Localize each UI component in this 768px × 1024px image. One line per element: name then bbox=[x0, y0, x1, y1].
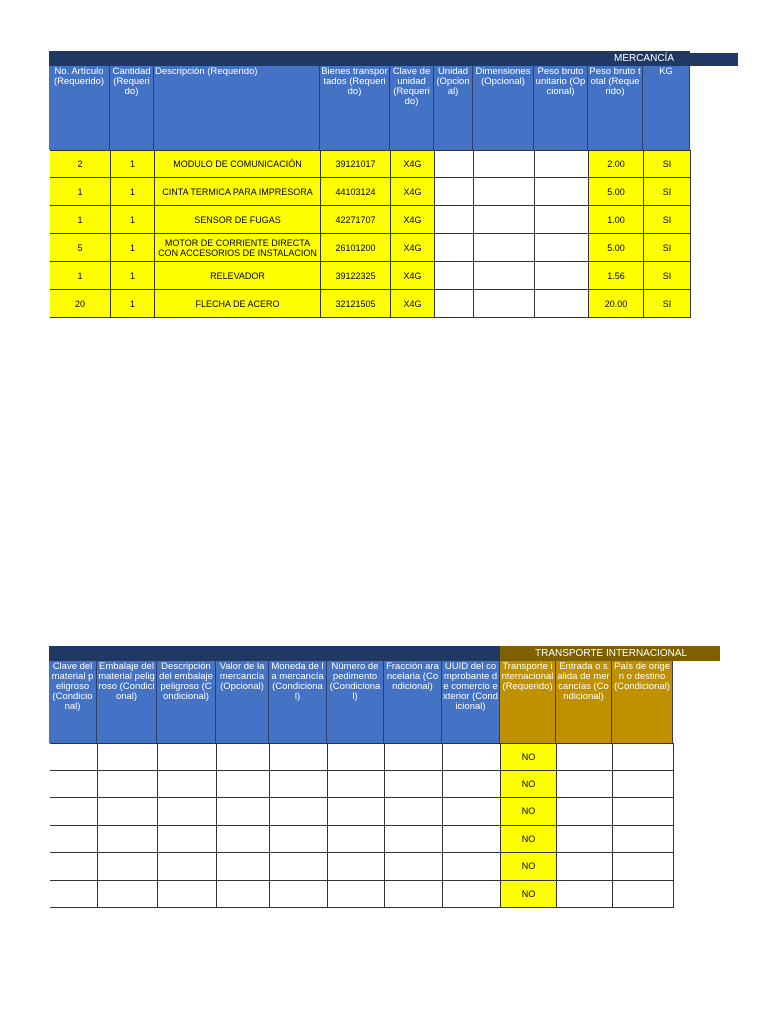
cell-pedimento[interactable] bbox=[328, 771, 385, 799]
cell-peso-unitario[interactable] bbox=[535, 290, 589, 318]
cell-descripcion-embalaje[interactable] bbox=[158, 798, 217, 826]
cell-valor[interactable] bbox=[217, 743, 270, 771]
col-header-pais-origen-destino[interactable]: País de origen o destino (Condicional) bbox=[612, 661, 673, 743]
cell-bienes-transportados[interactable]: 42271707 bbox=[321, 206, 391, 234]
cell-unidad[interactable] bbox=[435, 206, 474, 234]
cell-peso-total[interactable]: 5.00 bbox=[589, 234, 644, 262]
cell-descripcion-embalaje[interactable] bbox=[158, 826, 217, 854]
table-row bbox=[49, 771, 674, 799]
cell-entrada-salida[interactable] bbox=[557, 881, 613, 909]
col-header-uuid-comercio-exterior[interactable]: UUID del comprobante de comercio exterior (Condicional) bbox=[442, 661, 500, 743]
table-row bbox=[49, 206, 691, 234]
cell-no-articulo[interactable]: 1 bbox=[50, 206, 111, 234]
cell-transporte-internacional[interactable]: NO bbox=[501, 798, 557, 826]
cell-pais[interactable] bbox=[613, 881, 674, 909]
cell-clave-material[interactable] bbox=[50, 853, 98, 881]
transporte-header-row bbox=[49, 661, 673, 743]
cell-entrada-salida[interactable] bbox=[557, 826, 613, 854]
cell-bienes-transportados[interactable]: 26101200 bbox=[321, 234, 391, 262]
cell-moneda[interactable] bbox=[270, 853, 328, 881]
col-header-unidad[interactable]: Unidad (Opcional) bbox=[434, 66, 473, 150]
table-row bbox=[49, 853, 674, 881]
cell-unidad[interactable] bbox=[435, 150, 474, 178]
cell-pais[interactable] bbox=[613, 798, 674, 826]
cell-peso-total[interactable]: 1.56 bbox=[589, 262, 644, 290]
cell-uuid[interactable] bbox=[443, 826, 501, 854]
col-header-bienes-transportados[interactable]: Bienes transportados (Requerido) bbox=[320, 66, 390, 150]
cell-embalaje[interactable] bbox=[98, 743, 158, 771]
cell-clave-unidad[interactable]: X4G bbox=[391, 150, 435, 178]
cell-entrada-salida[interactable] bbox=[557, 798, 613, 826]
cell-moneda[interactable] bbox=[270, 798, 328, 826]
cell-kg[interactable]: SI bbox=[644, 206, 691, 234]
cell-embalaje[interactable] bbox=[98, 798, 158, 826]
cell-descripcion[interactable]: MODULO DE COMUNICACIÓN bbox=[155, 150, 321, 178]
table-row bbox=[49, 262, 691, 290]
cell-kg[interactable]: SI bbox=[644, 290, 691, 318]
cell-uuid[interactable] bbox=[443, 853, 501, 881]
transporte-internacional-title: TRANSPORTE INTERNACIONAL bbox=[535, 648, 688, 659]
cell-clave-material[interactable] bbox=[50, 771, 98, 799]
cell-descripcion-embalaje[interactable] bbox=[158, 743, 217, 771]
cell-transporte-internacional[interactable]: NO bbox=[501, 826, 557, 854]
cell-kg[interactable]: SI bbox=[644, 262, 691, 290]
col-header-embalaje-material-peligroso[interactable]: Embalaje del material peligroso (Condicional) bbox=[97, 661, 157, 743]
cell-descripcion-embalaje[interactable] bbox=[158, 881, 217, 909]
col-header-moneda-mercancia[interactable]: Moneda de la mercancía (Condicional) bbox=[269, 661, 327, 743]
cell-peso-unitario[interactable] bbox=[535, 206, 589, 234]
col-header-transporte-internacional[interactable]: Transporte internacional (Requerido) bbox=[500, 661, 556, 743]
cell-moneda[interactable] bbox=[270, 881, 328, 909]
cell-unidad[interactable] bbox=[435, 234, 474, 262]
cell-entrada-salida[interactable] bbox=[557, 771, 613, 799]
cell-descripcion[interactable]: SENSOR DE FUGAS bbox=[155, 206, 321, 234]
col-header-peso-bruto-total[interactable]: Peso bruto total (Requerido) bbox=[588, 66, 643, 150]
col-header-no-articulo[interactable]: No. Artículo (Requerido) bbox=[49, 66, 110, 150]
cell-transporte-internacional[interactable]: NO bbox=[501, 853, 557, 881]
col-header-kg[interactable]: KG bbox=[643, 66, 690, 150]
cell-pais[interactable] bbox=[613, 853, 674, 881]
cell-entrada-salida[interactable] bbox=[557, 853, 613, 881]
cell-entrada-salida[interactable] bbox=[557, 743, 613, 771]
cell-descripcion[interactable]: FLECHA DE ACERO bbox=[155, 290, 321, 318]
cell-uuid[interactable] bbox=[443, 881, 501, 909]
cell-cantidad[interactable]: 1 bbox=[111, 206, 155, 234]
cell-cantidad[interactable]: 1 bbox=[111, 150, 155, 178]
cell-peso-unitario[interactable] bbox=[535, 234, 589, 262]
cell-kg[interactable]: SI bbox=[644, 150, 691, 178]
cell-uuid[interactable] bbox=[443, 743, 501, 771]
cell-clave-material[interactable] bbox=[50, 798, 98, 826]
cell-pedimento[interactable] bbox=[328, 743, 385, 771]
cell-peso-total[interactable]: 1.00 bbox=[589, 206, 644, 234]
cell-uuid[interactable] bbox=[443, 798, 501, 826]
cell-clave-unidad[interactable]: X4G bbox=[391, 234, 435, 262]
cell-pedimento[interactable] bbox=[328, 881, 385, 909]
cell-unidad[interactable] bbox=[435, 178, 474, 206]
cell-transporte-internacional[interactable]: NO bbox=[501, 881, 557, 909]
cell-embalaje[interactable] bbox=[98, 853, 158, 881]
cell-clave-material[interactable] bbox=[50, 826, 98, 854]
col-header-entrada-salida[interactable]: Entrada o salida de mercancías (Condicional) bbox=[556, 661, 612, 743]
cell-valor[interactable] bbox=[217, 826, 270, 854]
cell-descripcion-embalaje[interactable] bbox=[158, 771, 217, 799]
cell-peso-unitario[interactable] bbox=[535, 178, 589, 206]
cell-peso-total[interactable]: 2.00 bbox=[589, 150, 644, 178]
col-header-clave-material-peligroso[interactable]: Clave del material peligroso (Condicional) bbox=[49, 661, 97, 743]
cell-valor[interactable] bbox=[217, 853, 270, 881]
cell-descripcion[interactable]: CINTA TERMICA PARA IMPRESORA bbox=[155, 178, 321, 206]
cell-no-articulo[interactable]: 5 bbox=[50, 234, 111, 262]
table-row bbox=[49, 881, 674, 909]
cell-no-articulo[interactable]: 1 bbox=[50, 262, 111, 290]
cell-bienes-transportados[interactable]: 39122325 bbox=[321, 262, 391, 290]
cell-dimensiones[interactable] bbox=[474, 178, 535, 206]
cell-cantidad[interactable]: 1 bbox=[111, 290, 155, 318]
col-header-descripcion-embalaje[interactable]: Descripción del embalaje peligroso (Condicional) bbox=[157, 661, 216, 743]
cell-pedimento[interactable] bbox=[328, 798, 385, 826]
cell-dimensiones[interactable] bbox=[474, 262, 535, 290]
cell-fraccion[interactable] bbox=[385, 743, 443, 771]
col-header-valor-mercancia[interactable]: Valor de la mercancía (Opcional) bbox=[216, 661, 269, 743]
table-row bbox=[49, 743, 674, 771]
cell-uuid[interactable] bbox=[443, 771, 501, 799]
cell-clave-material[interactable] bbox=[50, 881, 98, 909]
cell-valor[interactable] bbox=[217, 771, 270, 799]
table-row bbox=[49, 290, 691, 318]
cell-cantidad[interactable]: 1 bbox=[111, 234, 155, 262]
cell-no-articulo[interactable]: 20 bbox=[50, 290, 111, 318]
col-header-dimensiones[interactable]: Dimensiones (Opcional) bbox=[473, 66, 534, 150]
cell-unidad[interactable] bbox=[435, 290, 474, 318]
col-header-clave-unidad[interactable]: Clave de unidad (Requerido) bbox=[390, 66, 434, 150]
cell-pais[interactable] bbox=[613, 743, 674, 771]
cell-pedimento[interactable] bbox=[328, 826, 385, 854]
cell-descripcion-embalaje[interactable] bbox=[158, 853, 217, 881]
cell-valor[interactable] bbox=[217, 881, 270, 909]
table-row bbox=[49, 234, 691, 262]
cell-fraccion[interactable] bbox=[385, 881, 443, 909]
mercancia-header-row bbox=[49, 66, 690, 150]
cell-peso-unitario[interactable] bbox=[535, 262, 589, 290]
cell-unidad[interactable] bbox=[435, 262, 474, 290]
col-header-cantidad[interactable]: Cantidad (Requerido) bbox=[110, 66, 154, 150]
material-peligroso-band bbox=[49, 646, 500, 661]
cell-embalaje[interactable] bbox=[98, 881, 158, 909]
cell-clave-unidad[interactable]: X4G bbox=[391, 262, 435, 290]
cell-bienes-transportados[interactable]: 32121505 bbox=[321, 290, 391, 318]
cell-clave-unidad[interactable]: X4G bbox=[391, 206, 435, 234]
cell-peso-unitario[interactable] bbox=[535, 150, 589, 178]
cell-valor[interactable] bbox=[217, 798, 270, 826]
cell-clave-unidad[interactable]: X4G bbox=[391, 290, 435, 318]
cell-pedimento[interactable] bbox=[328, 853, 385, 881]
cell-embalaje[interactable] bbox=[98, 826, 158, 854]
cell-peso-total[interactable]: 20.00 bbox=[589, 290, 644, 318]
mercancia-title-band bbox=[49, 51, 690, 66]
cell-dimensiones[interactable] bbox=[474, 234, 535, 262]
cell-descripcion[interactable]: MOTOR DE CORRIENTE DIRECTA CON ACCESORIOS DE INSTALACION bbox=[155, 234, 321, 262]
cell-pais[interactable] bbox=[613, 771, 674, 799]
cell-cantidad[interactable]: 1 bbox=[111, 178, 155, 206]
col-header-descripcion[interactable]: Descripción (Requerido) bbox=[154, 66, 320, 150]
table-row bbox=[49, 150, 691, 178]
cell-transporte-internacional[interactable]: NO bbox=[501, 743, 557, 771]
cell-moneda[interactable] bbox=[270, 771, 328, 799]
cell-clave-material[interactable] bbox=[50, 743, 98, 771]
cell-no-articulo[interactable]: 2 bbox=[50, 150, 111, 178]
col-header-peso-bruto-unitario[interactable]: Peso bruto unitario (Opcional) bbox=[534, 66, 588, 150]
cell-moneda[interactable] bbox=[270, 826, 328, 854]
cell-dimensiones[interactable] bbox=[474, 150, 535, 178]
cell-kg[interactable]: SI bbox=[644, 234, 691, 262]
cell-dimensiones[interactable] bbox=[474, 290, 535, 318]
cell-bienes-transportados[interactable]: 44103124 bbox=[321, 178, 391, 206]
cell-moneda[interactable] bbox=[270, 743, 328, 771]
mercancia-title: MERCANCÍA bbox=[613, 53, 674, 64]
cell-transporte-internacional[interactable]: NO bbox=[501, 771, 557, 799]
col-header-fraccion-arancelaria[interactable]: Fracción arancelaria (Condicional) bbox=[384, 661, 442, 743]
transporte-internacional-band bbox=[500, 646, 720, 661]
cell-bienes-transportados[interactable]: 39121017 bbox=[321, 150, 391, 178]
cell-pais[interactable] bbox=[613, 826, 674, 854]
cell-clave-unidad[interactable]: X4G bbox=[391, 178, 435, 206]
mercancia-band-extension bbox=[690, 53, 738, 66]
cell-cantidad[interactable]: 1 bbox=[111, 262, 155, 290]
cell-descripcion[interactable]: RELEVADOR bbox=[155, 262, 321, 290]
cell-fraccion[interactable] bbox=[385, 853, 443, 881]
cell-kg[interactable]: SI bbox=[644, 178, 691, 206]
cell-no-articulo[interactable]: 1 bbox=[50, 178, 111, 206]
cell-fraccion[interactable] bbox=[385, 798, 443, 826]
cell-peso-total[interactable]: 5.00 bbox=[589, 178, 644, 206]
cell-embalaje[interactable] bbox=[98, 771, 158, 799]
col-header-numero-pedimento[interactable]: Número de pedimento (Condicional) bbox=[327, 661, 384, 743]
cell-dimensiones[interactable] bbox=[474, 206, 535, 234]
cell-fraccion[interactable] bbox=[385, 826, 443, 854]
table-row bbox=[49, 178, 691, 206]
cell-fraccion[interactable] bbox=[385, 771, 443, 799]
table-row bbox=[49, 798, 674, 826]
table-row bbox=[49, 826, 674, 854]
